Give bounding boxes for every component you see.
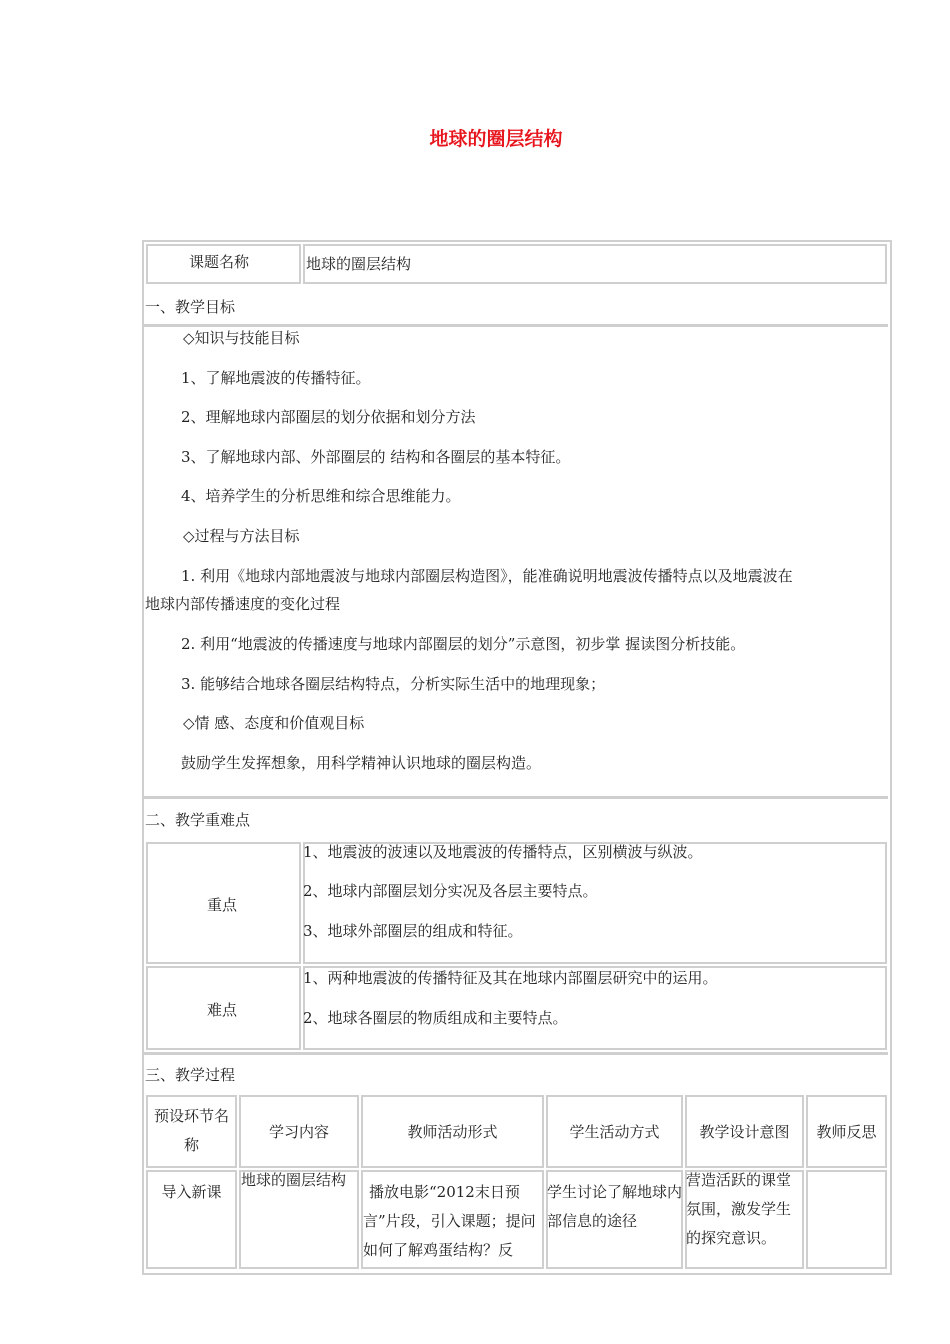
goal-line: 2. 利用“地震波的传播速度与地球内部圈层的划分”示意图，初步掌 握读图分析技能。 <box>181 635 746 653</box>
document-title: 地球的圈层结构 <box>429 128 563 150</box>
column-header-reflection: 教师反思 <box>816 1123 877 1141</box>
row-design-intent: 营造活跃的课堂氛围，激发学生的探究意识。 <box>686 1171 792 1247</box>
goal-line: ◇情 感、态度和价值观目标 <box>183 714 365 732</box>
row-teacher-activity: 播放电影“2012末日预言”片段，引入课题；提问如何了解鸡蛋结构？反 <box>363 1183 536 1259</box>
section-heading-process: 三、教学过程 <box>145 1066 236 1084</box>
key-point-item: 1、地震波的波速以及地震波的传播特点，区别横波与纵波。 <box>303 843 703 861</box>
section-divider <box>144 324 888 327</box>
section-divider <box>144 796 888 799</box>
goal-line: 1. 利用《地球内部地震波与地球内部圈层构造图》，能准确说明地震波传播特点以及地震波在 <box>181 567 793 585</box>
topic-value: 地球的圈层结构 <box>306 255 412 273</box>
goal-line: 2、理解地球内部圈层的划分依据和划分方法 <box>181 408 476 426</box>
row-stage: 导入新课 <box>161 1183 222 1201</box>
key-point-item: 3、地球外部圈层的组成和特征。 <box>303 922 523 940</box>
goal-line: 3. 能够结合地球各圈层结构特点，分析实际生活中的地理现象； <box>181 675 606 693</box>
difficult-point-label: 难点 <box>207 1001 238 1019</box>
section-heading-goals: 一、教学目标 <box>145 298 236 316</box>
column-header-student-activity: 学生活动方式 <box>569 1123 660 1141</box>
goal-line: 4、培养学生的分析思维和综合思维能力。 <box>181 487 461 505</box>
difficult-point-item: 2、地球各圈层的物质组成和主要特点。 <box>303 1009 568 1027</box>
goal-line: 3、了解地球内部、外部圈层的 结构和各圈层的基本特征。 <box>181 448 571 466</box>
process-row-cell <box>806 1170 887 1269</box>
goal-line: 地球内部传播速度的变化过程 <box>145 595 341 613</box>
row-student-activity: 学生讨论了解地球内部信息的途径 <box>547 1183 683 1230</box>
key-point-label: 重点 <box>207 896 238 914</box>
section-divider <box>144 1052 888 1055</box>
column-header-content: 学习内容 <box>268 1123 329 1141</box>
section-heading-key-points: 二、教学重难点 <box>145 811 251 829</box>
column-header-teacher-activity: 教师活动形式 <box>407 1123 498 1141</box>
row-content: 地球的圈层结构 <box>241 1171 347 1189</box>
key-point-item: 2、地球内部圈层划分实况及各层主要特点。 <box>303 882 598 900</box>
goal-line: ◇知识与技能目标 <box>183 329 300 347</box>
column-header-design-intent: 教学设计意图 <box>699 1123 790 1141</box>
goal-line: ◇过程与方法目标 <box>183 527 300 545</box>
difficult-point-item: 1、两种地震波的传播特征及其在地球内部圈层研究中的运用。 <box>303 969 718 987</box>
goal-line: 鼓励学生发挥想象，用科学精神认识地球的圈层构造。 <box>181 754 542 772</box>
topic-label: 课题名称 <box>189 253 250 271</box>
goal-line: 1、了解地震波的传播特征。 <box>181 369 371 387</box>
column-header-stage: 预设环节名称 <box>153 1107 229 1154</box>
